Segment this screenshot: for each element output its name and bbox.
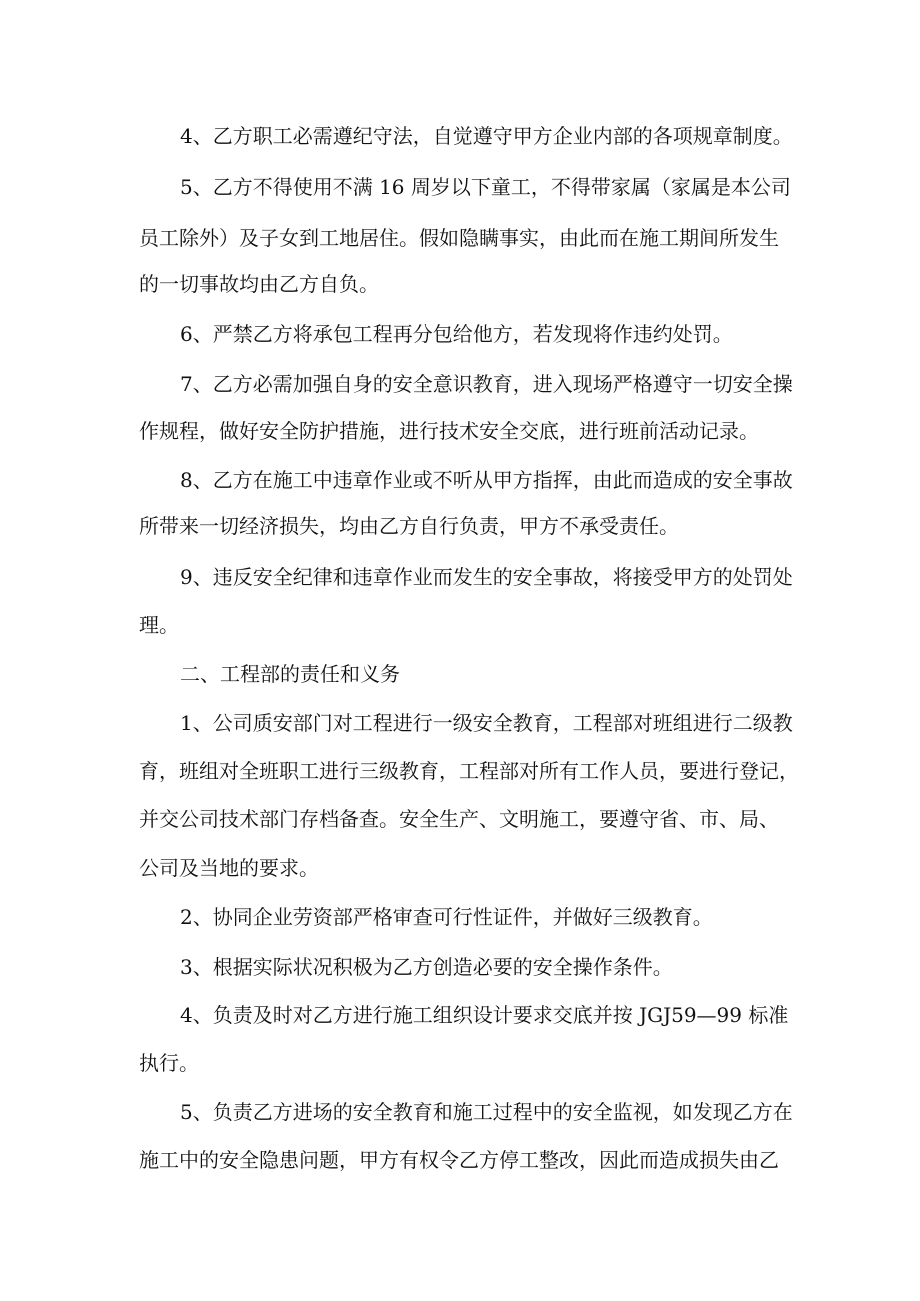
section-heading: 二、工程部的责任和义务 (180, 662, 400, 686)
text-line: 育，班组对全班职工进行三级教育，工程部对所有工作人员，要进行登记， (139, 759, 799, 783)
text-line: 5、乙方不得使用不满 16 周岁以下童工，不得带家属（家属是本公司 (180, 175, 791, 199)
text-line: 并交公司技术部门存档备查。安全生产、文明施工，要遵守省、市、局、 (139, 807, 779, 831)
text-line: 8、乙方在施工中违章作业或不听从甲方指挥，由此而造成的安全事故 (180, 468, 793, 492)
text-line: 理。 (139, 613, 179, 637)
text-line: 2、协同企业劳资部严格审查可行性证件，并做好三级教育。 (180, 905, 713, 929)
text-line: 作规程，做好安全防护措施，进行技术安全交底，进行班前活动记录。 (139, 419, 759, 443)
text-line: 3、根据实际状况积极为乙方创造必要的安全操作条件。 (180, 955, 673, 979)
text-line: 员工除外）及子女到工地居住。假如隐瞒事实，由此而在施工期间所发生 (139, 226, 779, 250)
text-line: 5、负责乙方进场的安全教育和施工过程中的安全监视，如发现乙方在 (180, 1100, 793, 1124)
text-line: 所带来一切经济损失，均由乙方自行负责，甲方不承受责任。 (139, 514, 679, 538)
text-line: 1、公司质安部门对工程进行一级安全教育，工程部对班组进行二级教 (180, 711, 793, 735)
text-line: 4、负责及时对乙方进行施工组织设计要求交底并按 JGJ59—99 标准 (180, 1003, 789, 1027)
text-line: 4、乙方职工必需遵纪守法，自觉遵守甲方企业内部的各项规章制度。 (180, 124, 793, 148)
text-line: 的一切事故均由乙方自负。 (139, 272, 379, 296)
text-line: 6、严禁乙方将承包工程再分包给他方，若发现将作违约处罚。 (180, 322, 733, 346)
text-line: 7、乙方必需加强自身的安全意识教育，进入现场严格遵守一切安全操 (180, 372, 793, 396)
text-line: 施工中的安全隐患问题，甲方有权令乙方停工整改，因此而造成损失由乙 (139, 1148, 779, 1172)
text-line: 执行。 (139, 1051, 199, 1075)
text-line: 公司及当地的要求。 (139, 856, 319, 880)
text-line: 9、违反安全纪律和违章作业而发生的安全事故，将接受甲方的处罚处 (180, 565, 793, 589)
